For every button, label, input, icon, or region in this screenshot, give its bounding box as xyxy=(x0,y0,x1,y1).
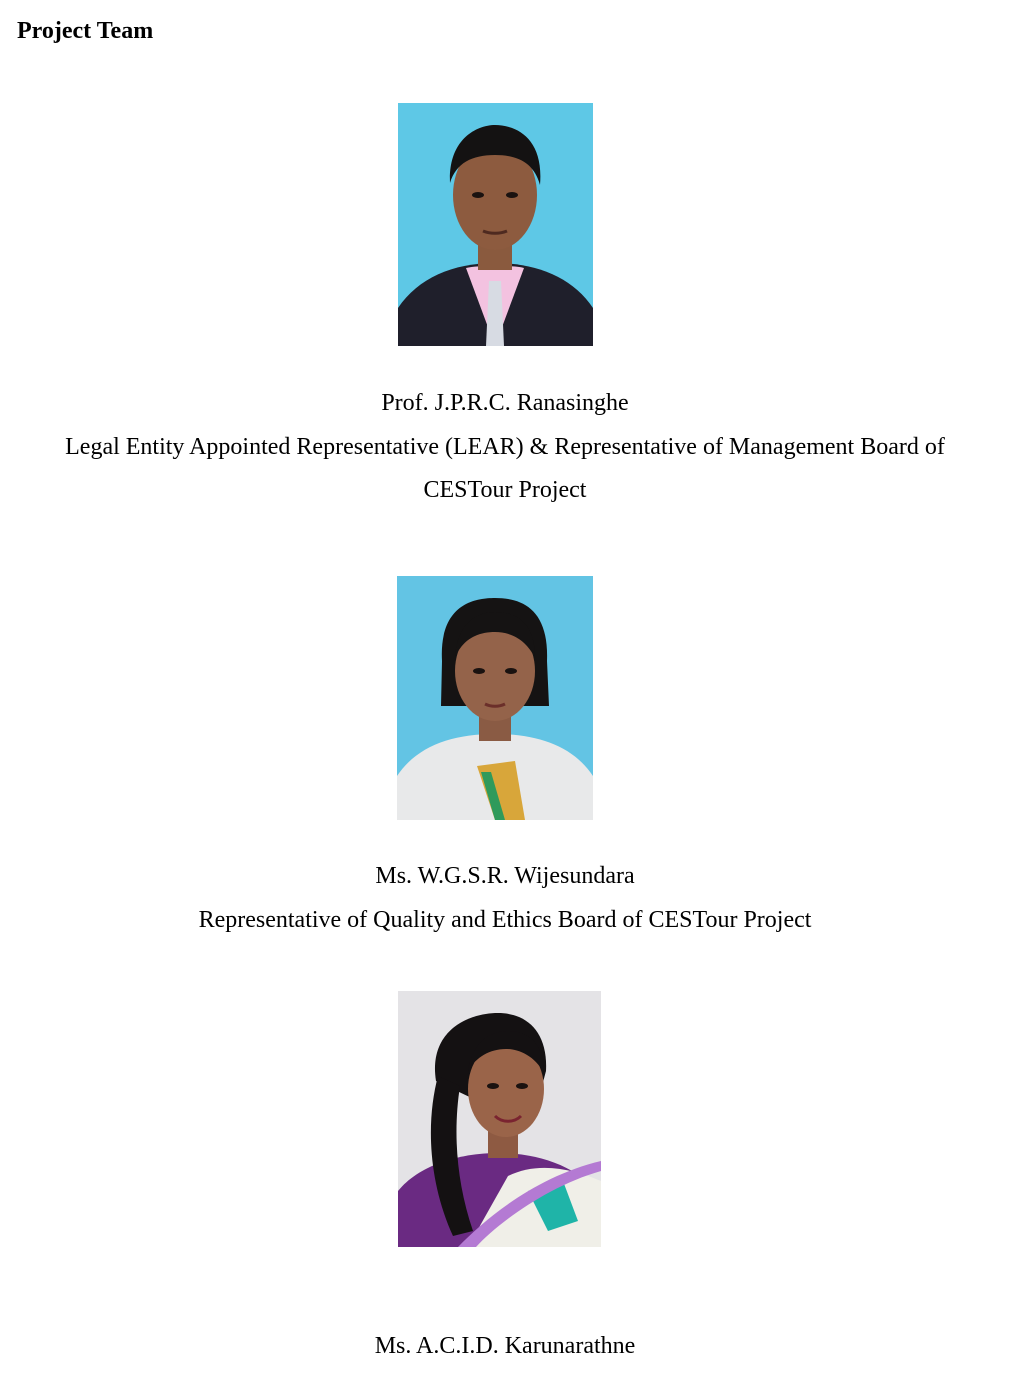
member-caption-ranasinghe xyxy=(0,382,1010,513)
member-name: Ms. W.G.S.R. Wijesundara xyxy=(375,863,635,889)
member-photo-ranasinghe xyxy=(398,103,593,346)
member-name: Ms. A.C.I.D. Karunarathne xyxy=(374,1333,636,1359)
member-role: Legal Entity Appointed Representative (LEAR) & Representative of Management Board of CESTour Project xyxy=(65,433,945,503)
member-caption-karunarathne xyxy=(0,1325,1010,1369)
member-role: Representative of Quality and Ethics Board of CESTour Project xyxy=(198,906,812,933)
member-photo-wijesundara xyxy=(397,576,593,820)
page-title: Project Team xyxy=(17,18,154,44)
member-name: Prof. J.P.R.C. Ranasinghe xyxy=(381,390,629,416)
member-photo-karunarathne xyxy=(398,991,601,1247)
member-caption-wijesundara xyxy=(0,855,1010,942)
